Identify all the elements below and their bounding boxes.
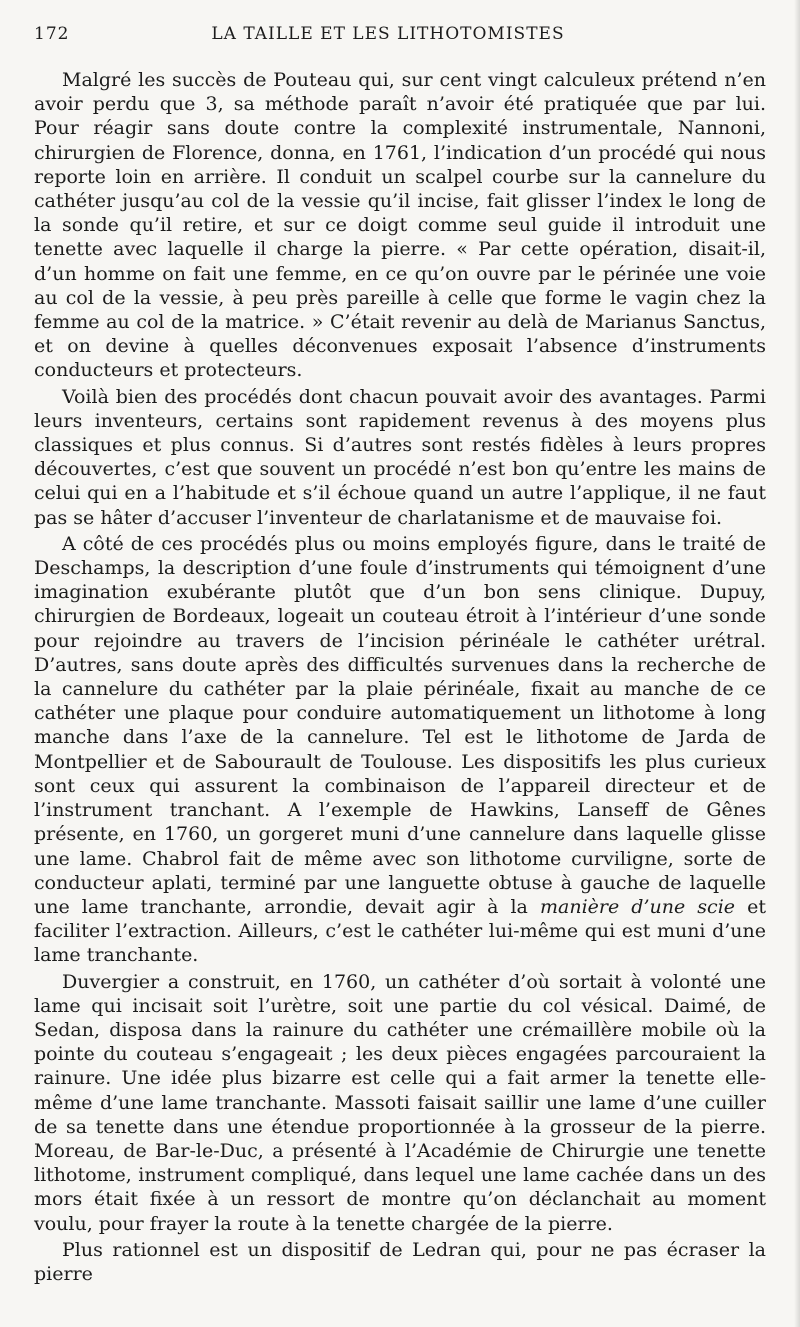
running-title: LA TAILLE ET LES LITHOTOMISTES <box>211 24 565 44</box>
page-edge-shadow <box>794 0 800 1327</box>
page-number: 172 <box>34 24 70 44</box>
paragraph-3 <box>34 532 766 968</box>
running-head <box>34 24 766 54</box>
body-text <box>34 68 766 1286</box>
paragraph-1: Malgré les succès de Pouteau qui, sur cent vingt calculeux prétend n’en avoir perdu que 3, sa méthode paraît n’avoir été pratiquée que par lui. Pour réagir sans doute contre la complexité instrumentale, Nannoni, chirurgien de Florence, donna, en 1761, l’indication d’un procédé qui nous reporte loin en arrière. Il conduit un scalpel courbe sur la cannelure du cathéter jusqu’au col de la vessie qu’il incise, fait glisser l’index le long de la sonde qu’il retire, et sur ce doigt comme seul guide il introduit une tenette avec laquelle il charge la pierre. « Par cette opération, disait-il, d’un homme on fait une femme, en ce qu’on ouvre par le périnée une voie au col de la vessie, à peu près pareille à celle que forme le vagin chez la femme au col de la matrice. » C’était revenir au delà de Marianus Sanctus, et on devine à quelles déconvenues exposait l’absence d’instruments conducteurs et protecteurs. <box>34 69 766 382</box>
paragraph-4: Duvergier a construit, en 1760, un cathéter d’où sortait à volonté une lame qui incisait soit l’urètre, soit une partie du col vésical. Daimé, de Sedan, disposa dans la rainure du cathéter une crémaillère mobile où la pointe du couteau s’engageait ; les deux pièces engagées parcouraient la rainure. Une idée plus bizarre est celle qui a fait armer la tenette elle-même d’une lame tranchante. Massoti faisait saillir une lame d’une cuiller de sa tenette dans une étendue proportionnée à la grosseur de la pierre. Moreau, de Bar-le-Duc, a présenté à l’Académie de Chirurgie une tenette lithotome, instrument compliqué, dans lequel une lame cachée dans un des mors était fixée à un ressort de montre qu’on déclanchait au moment voulu, pour frayer la route à la tenette chargée de la pierre. <box>34 970 766 1235</box>
paragraph-5: Plus rationnel est un dispositif de Ledran qui, pour ne pas écraser la pierre <box>34 1238 766 1285</box>
italic-phrase: manière d’une scie <box>539 895 736 918</box>
paragraph-3-text-a: A côté de ces procédés plus ou moins employés figure, dans le traité de Deschamps, la description d’une foule d’instruments qui témoignent d’une imagination exubérante plutôt que d’un bon sens clinique. Dupuy, chirurgien de Bordeaux, logeait un couteau étroit à l’intérieur d’une sonde pour rejoindre au travers de l’incision périnéale le cathéter urétral. D’autres, sans doute après des difficultés survenues dans la recherche de la cannelure du cathéter par la plaie périnéale, fixait au manche de ce cathéter une plaque pour conduire automatiquement un lithotome à long manche dans l’axe de la cannelure. Tel est le lithotome de Jarda de Montpellier et de Sabourault de Toulouse. Les dispositifs les plus curieux sont ceux qui assurent la combinaison de l’appareil directeur et de l’instrument tranchant. A l’exemple de Hawkins, Lanseff de Gênes présente, en 1760, un gorgeret muni d’une cannelure dans laquelle glisse une lame. Chabrol fait de même avec son lithotome curviligne, sorte de conducteur aplati, terminé par une languette obtuse à gauche de laquelle une lame tranchante, arrondie, devait agir à la <box>34 532 766 918</box>
paragraph-2: Voilà bien des procédés dont chacun pouvait avoir des avantages. Parmi leurs inventeurs, certains sont rapidement revenus à des moyens plus classiques et plus connus. Si d’autres sont restés fidèles à leurs propres découvertes, c’est que souvent un procédé n’est bon qu’entre les mains de celui qui en a l’habitude et s’il échoue quand un autre l’applique, il ne faut pas se hâter d’accuser l’inventeur de charlatanisme et de mauvaise foi. <box>34 385 766 529</box>
paragraph-3-text-b: et faciliter l’extraction. Ailleurs, c’est le cathéter lui-même qui est muni d’une lame tranchante. <box>34 895 766 967</box>
